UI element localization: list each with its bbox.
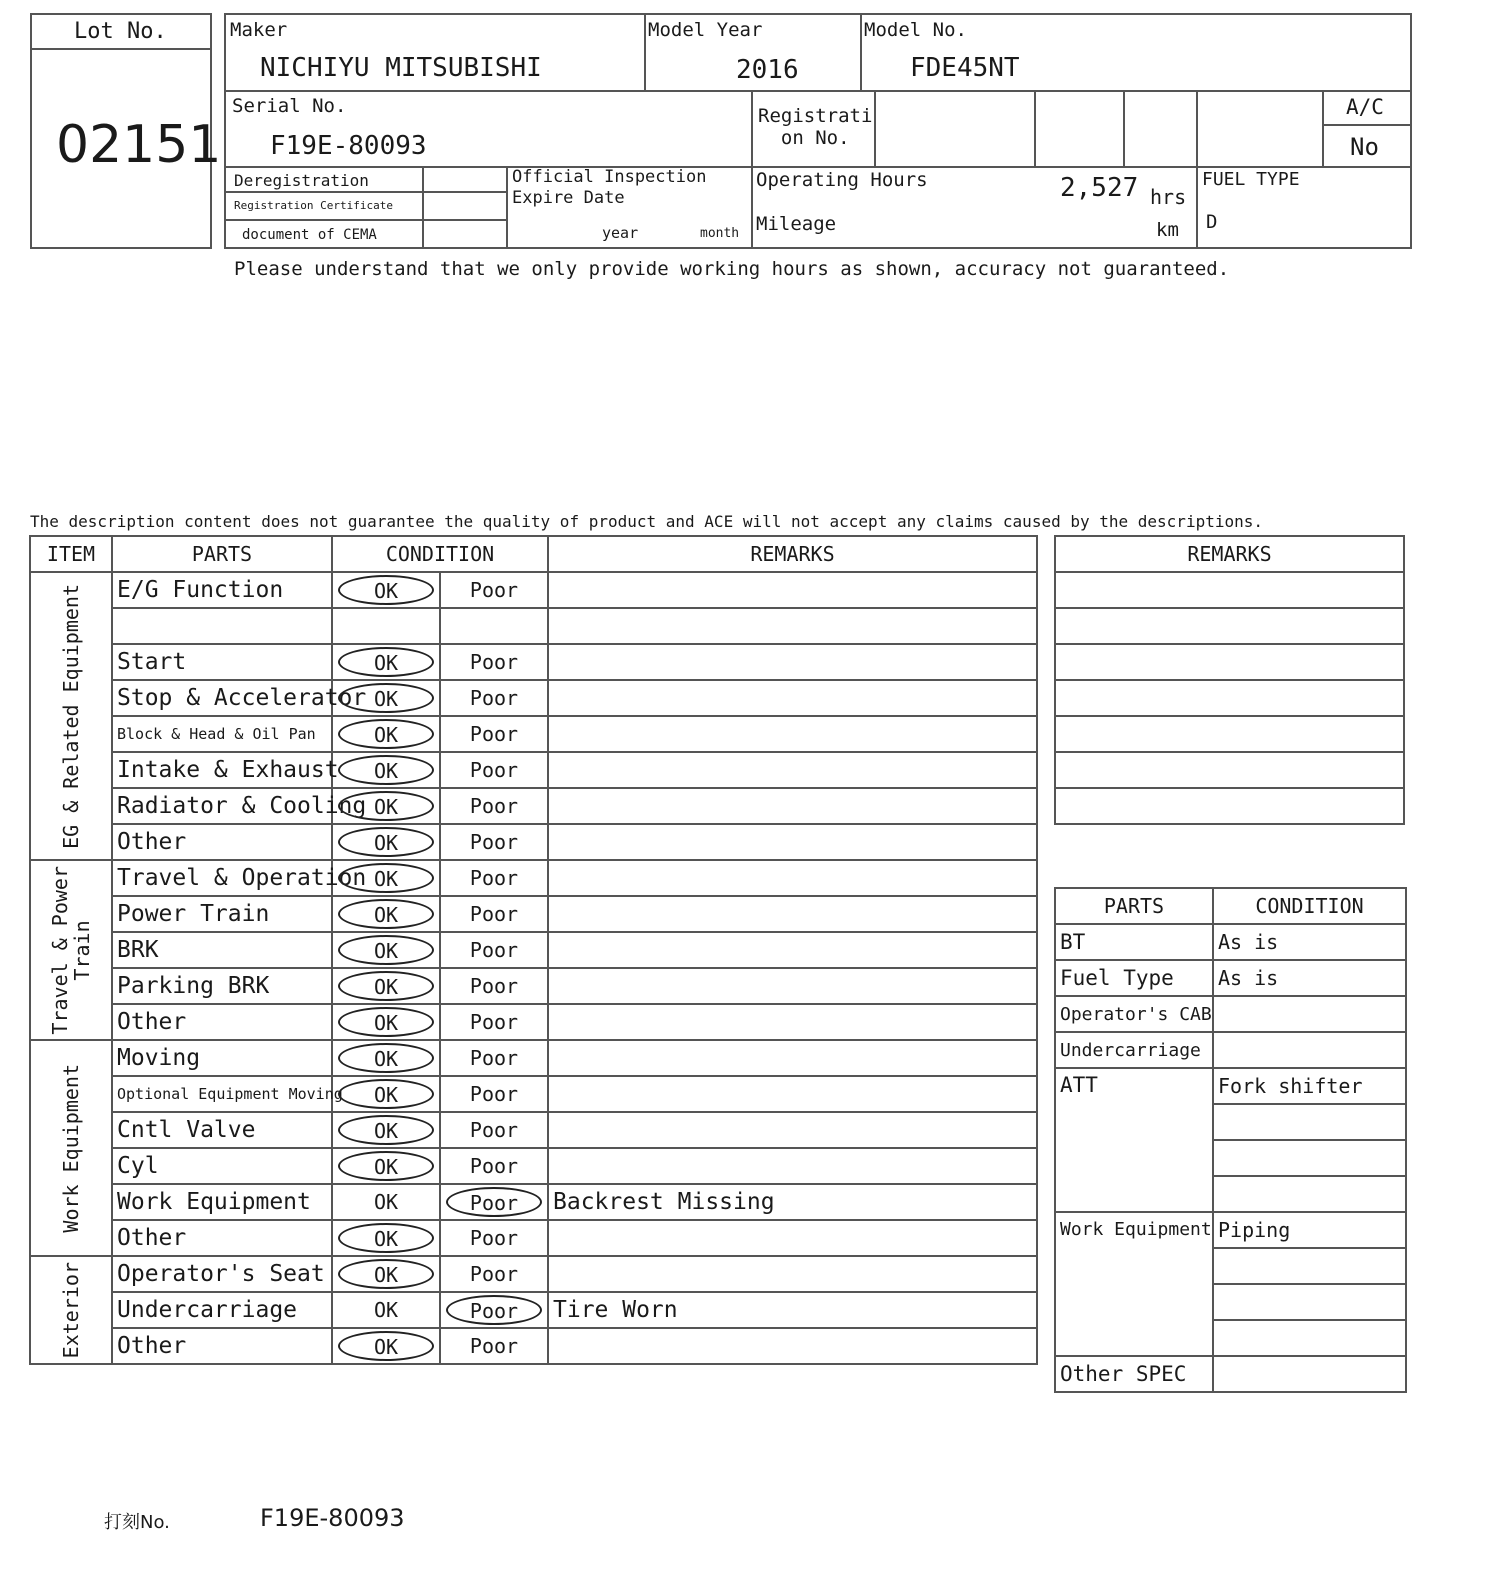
ok-cell [332, 752, 440, 788]
part-name: Cntl Valve [112, 1112, 332, 1148]
remark-cell[interactable] [548, 752, 1037, 788]
remark-cell[interactable] [548, 716, 1037, 752]
ok-option[interactable]: OK [338, 1043, 434, 1073]
maker-value: NICHIYU MITSUBISHI [260, 53, 542, 83]
ok-cell [332, 1184, 440, 1220]
part-name: Start [112, 644, 332, 680]
part-name: Travel & Operation [112, 860, 332, 896]
table-row [30, 1184, 1037, 1220]
remark-cell[interactable] [548, 932, 1037, 968]
other-spec-label: Other SPEC [1055, 1356, 1213, 1392]
poor-cell [440, 1148, 548, 1184]
ok-cell [332, 896, 440, 932]
hrs-unit: hrs [1150, 185, 1187, 209]
ok-cell [332, 1004, 440, 1040]
att-value [1213, 1176, 1406, 1212]
ok-option[interactable]: OK [338, 791, 434, 821]
poor-cell [440, 716, 548, 752]
category-travel-power-train [30, 860, 112, 1040]
poor-cell [440, 608, 548, 644]
part-name: Radiator & Cooling [112, 788, 332, 824]
ok-option[interactable]: OK [338, 1079, 434, 1109]
table-row [30, 1292, 1037, 1328]
ok-cell [332, 1256, 440, 1292]
table-row [30, 1328, 1037, 1364]
ok-option[interactable]: OK [373, 1190, 399, 1214]
model-no-label: Model No. [864, 19, 967, 41]
side-remarks-row[interactable] [1055, 572, 1404, 608]
ok-option[interactable]: OK [338, 1259, 434, 1289]
remark-cell[interactable] [548, 896, 1037, 932]
remark-cell[interactable] [548, 1148, 1037, 1184]
table-row [30, 1040, 1037, 1076]
ok-cell [332, 644, 440, 680]
work-equipment-part-label: Work Equipment [1055, 1212, 1213, 1356]
poor-cell [440, 788, 548, 824]
model-year-label: Model Year [648, 19, 763, 41]
table-row [30, 572, 1037, 608]
side-remarks-row[interactable] [1055, 752, 1404, 788]
poor-option[interactable]: Poor [469, 758, 519, 782]
poor-option[interactable]: Poor [469, 938, 519, 962]
poor-cell [440, 1004, 548, 1040]
ok-option[interactable]: OK [338, 647, 434, 677]
remark-cell[interactable] [548, 1004, 1037, 1040]
poor-option[interactable]: Poor [469, 866, 519, 890]
att-label: ATT [1055, 1068, 1213, 1212]
work-equipment-part-value: Piping [1213, 1212, 1406, 1248]
part-name: Cyl [112, 1148, 332, 1184]
stamp-no-value: F19E-80093 [260, 1504, 405, 1532]
disclaimer: The description content does not guarantee the quality of product and ACE will not accept any claims caused by the descriptions. [30, 512, 1263, 531]
remark-cell[interactable] [548, 1040, 1037, 1076]
remark-cell[interactable] [548, 644, 1037, 680]
poor-cell [440, 824, 548, 860]
model-no-value: FDE45NT [910, 53, 1020, 83]
side-parts-header: PARTS [1055, 888, 1213, 924]
undercarriage-part-value [1213, 1032, 1406, 1068]
ok-option[interactable]: OK [373, 1298, 399, 1322]
work-equipment-part-value [1213, 1284, 1406, 1320]
att-value [1213, 1140, 1406, 1176]
ok-cell [332, 572, 440, 608]
remark-cell[interactable] [548, 1220, 1037, 1256]
table-row [30, 932, 1037, 968]
side-remarks-row[interactable] [1055, 788, 1404, 824]
poor-option[interactable]: Poor [469, 1046, 519, 1070]
remark-cell[interactable]: Tire Worn [548, 1292, 1037, 1328]
poor-option[interactable]: Poor [446, 1295, 542, 1325]
part-name: Other [112, 824, 332, 860]
remark-cell[interactable] [548, 1076, 1037, 1112]
side-remarks-row[interactable] [1055, 680, 1404, 716]
part-name: BRK [112, 932, 332, 968]
poor-option[interactable]: Poor [469, 1226, 519, 1250]
table-row [30, 1112, 1037, 1148]
ok-cell [332, 968, 440, 1004]
registration-label: Registrati on No. [758, 105, 873, 149]
remark-cell[interactable] [548, 1256, 1037, 1292]
ok-option[interactable]: OK [338, 719, 434, 749]
fuel-type-part-label: Fuel Type [1055, 960, 1213, 996]
table-row [30, 1220, 1037, 1256]
remark-cell[interactable] [548, 1328, 1037, 1364]
remark-cell[interactable] [548, 824, 1037, 860]
category-eg-related-equipment [30, 572, 112, 860]
poor-option[interactable]: Poor [469, 1154, 519, 1178]
remark-cell[interactable]: Backrest Missing [548, 1184, 1037, 1220]
header-item: ITEM [30, 536, 112, 572]
ok-option[interactable]: OK [338, 1223, 434, 1253]
mileage-label: Mileage [756, 213, 837, 235]
poor-option[interactable]: Poor [469, 794, 519, 818]
side-remarks-row[interactable] [1055, 644, 1404, 680]
ok-cell [332, 860, 440, 896]
bt-label: BT [1055, 924, 1213, 960]
poor-option[interactable]: Poor [469, 1118, 519, 1142]
poor-option[interactable]: Poor [469, 1334, 519, 1358]
ok-cell [332, 788, 440, 824]
header-remarks: REMARKS [548, 536, 1037, 572]
side-remarks-header: REMARKS [1055, 536, 1404, 572]
table-header-row [30, 536, 1037, 572]
category-label: Exterior [59, 1261, 83, 1359]
table-row [30, 824, 1037, 860]
table-row [30, 968, 1037, 1004]
poor-option[interactable]: Poor [469, 902, 519, 926]
fuel-type-value: D [1206, 211, 1218, 233]
side-remarks-row[interactable] [1055, 608, 1404, 644]
lot-box [30, 13, 222, 249]
km-unit: km [1156, 219, 1179, 241]
poor-cell [440, 860, 548, 896]
part-name [112, 608, 332, 644]
registration-certificate-label: Registration Certificate [234, 199, 393, 212]
ok-option[interactable]: OK [338, 683, 434, 713]
poor-option[interactable]: Poor [469, 830, 519, 854]
other-spec-value [1213, 1356, 1406, 1392]
undercarriage-part-label: Undercarriage [1055, 1032, 1213, 1068]
poor-cell [440, 752, 548, 788]
remark-cell[interactable] [548, 572, 1037, 608]
header-parts: PARTS [112, 536, 332, 572]
poor-option[interactable]: Poor [469, 722, 519, 746]
poor-cell [440, 680, 548, 716]
ok-option[interactable]: OK [338, 935, 434, 965]
poor-cell [440, 896, 548, 932]
remark-cell[interactable] [548, 680, 1037, 716]
part-name: E/G Function [112, 572, 332, 608]
deregistration-label: Deregistration [234, 171, 369, 190]
table-row [30, 680, 1037, 716]
part-name: Other [112, 1220, 332, 1256]
fuel-type-label: FUEL TYPE [1202, 169, 1300, 190]
ok-option[interactable]: OK [338, 1331, 434, 1361]
poor-cell [440, 1220, 548, 1256]
table-row [30, 896, 1037, 932]
poor-cell [440, 968, 548, 1004]
poor-option[interactable]: Poor [469, 974, 519, 998]
side-condition-header: CONDITION [1213, 888, 1406, 924]
inspection-table [29, 535, 1038, 1365]
ok-cell [332, 824, 440, 860]
part-name: Moving [112, 1040, 332, 1076]
remark-cell[interactable] [548, 860, 1037, 896]
poor-cell [440, 1076, 548, 1112]
serial-label: Serial No. [232, 95, 347, 117]
ac-label: A/C [1346, 95, 1384, 119]
poor-cell [440, 932, 548, 968]
table-row [30, 1004, 1037, 1040]
poor-cell [440, 644, 548, 680]
ok-option[interactable]: OK [338, 1007, 434, 1037]
ok-cell [332, 1076, 440, 1112]
ac-value: No [1350, 133, 1379, 161]
table-row [30, 644, 1037, 680]
poor-option[interactable]: Poor [469, 650, 519, 674]
operators-cab-label: Operator's CAB [1055, 996, 1213, 1032]
ok-cell [332, 1220, 440, 1256]
year-label: year [602, 224, 639, 242]
table-row [30, 716, 1037, 752]
part-name: Intake & Exhaust [112, 752, 332, 788]
cema-label: document of CEMA [242, 227, 377, 243]
model-year-value: 2016 [736, 55, 799, 85]
poor-option[interactable]: Poor [446, 1187, 542, 1217]
ok-cell [332, 608, 440, 644]
table-row [30, 1148, 1037, 1184]
poor-cell [440, 1112, 548, 1148]
part-name: Power Train [112, 896, 332, 932]
fuel-type-part-value: As is [1213, 960, 1406, 996]
ok-cell [332, 1292, 440, 1328]
part-name: Other [112, 1004, 332, 1040]
remark-cell[interactable] [548, 1112, 1037, 1148]
poor-option[interactable]: Poor [469, 1082, 519, 1106]
part-name: Work Equipment [112, 1184, 332, 1220]
official-inspection-label: Official Inspection Expire Date [512, 167, 707, 208]
part-name: Stop & Accelerator [112, 680, 332, 716]
operating-hours-value: 2,527 [1060, 173, 1139, 203]
category-label: Travel & Power [48, 865, 72, 1035]
ok-cell [332, 1112, 440, 1148]
side-remarks-row[interactable] [1055, 716, 1404, 752]
ok-cell [332, 680, 440, 716]
poor-option[interactable]: Poor [469, 1262, 519, 1286]
operators-cab-value [1213, 996, 1406, 1032]
stamp-no-label: 打刻No. [104, 1512, 170, 1533]
maker-label: Maker [230, 19, 288, 41]
ok-cell [332, 932, 440, 968]
part-name: Parking BRK [112, 968, 332, 1004]
serial-value: F19E-80093 [270, 131, 427, 161]
category-exterior [30, 1256, 112, 1364]
work-equipment-part-value [1213, 1248, 1406, 1284]
att-value [1213, 1104, 1406, 1140]
side-parts-table [1054, 887, 1407, 1393]
ok-cell [332, 1328, 440, 1364]
ok-option[interactable]: OK [338, 863, 434, 893]
part-name: Undercarriage [112, 1292, 332, 1328]
table-row [30, 1256, 1037, 1292]
bt-value: As is [1213, 924, 1406, 960]
poor-cell [440, 1328, 548, 1364]
part-name: Block & Head & Oil Pan [112, 716, 332, 752]
work-equipment-part-value [1213, 1320, 1406, 1356]
side-remarks-table [1054, 535, 1405, 825]
category-label: EG & Related Equipment [59, 583, 83, 849]
month-label: month [700, 226, 740, 241]
part-name: Operator's Seat [112, 1256, 332, 1292]
hours-notice: Please understand that we only provide working hours as shown, accuracy not guaranteed. [234, 258, 1230, 280]
table-row [30, 752, 1037, 788]
poor-cell [440, 1292, 548, 1328]
ok-cell [332, 1040, 440, 1076]
ok-option[interactable]: OK [338, 1151, 434, 1181]
remark-cell[interactable] [548, 608, 1037, 644]
remark-cell[interactable] [548, 968, 1037, 1004]
ok-option[interactable]: OK [338, 575, 434, 605]
table-row [30, 1076, 1037, 1112]
poor-option[interactable]: Poor [469, 578, 519, 602]
poor-option[interactable]: Poor [469, 686, 519, 710]
ok-cell [332, 716, 440, 752]
vehicle-info-box [224, 13, 1412, 249]
category-label: Train [70, 919, 94, 981]
poor-cell [440, 1184, 548, 1220]
ok-cell [332, 1148, 440, 1184]
header-condition: CONDITION [332, 536, 548, 572]
table-row [30, 788, 1037, 824]
category-label: Work Equipment [59, 1063, 83, 1233]
ok-option[interactable]: OK [338, 827, 434, 857]
ok-option[interactable]: OK [338, 755, 434, 785]
ok-option[interactable]: OK [338, 1115, 434, 1145]
table-row [30, 860, 1037, 896]
poor-cell [440, 1256, 548, 1292]
part-name: Other [112, 1328, 332, 1364]
table-row [30, 608, 1037, 644]
att-value: Fork shifter [1213, 1068, 1406, 1104]
remark-cell[interactable] [548, 788, 1037, 824]
ok-option[interactable]: OK [338, 899, 434, 929]
lot-number: 02151 [56, 115, 222, 175]
poor-cell [440, 1040, 548, 1076]
lot-label: Lot No. [74, 19, 167, 44]
ok-option[interactable]: OK [338, 971, 434, 1001]
category-work-equipment [30, 1040, 112, 1256]
poor-cell [440, 572, 548, 608]
poor-option[interactable]: Poor [469, 1010, 519, 1034]
operating-hours-label: Operating Hours [756, 169, 928, 191]
part-name: Optional Equipment Moving [112, 1076, 332, 1112]
